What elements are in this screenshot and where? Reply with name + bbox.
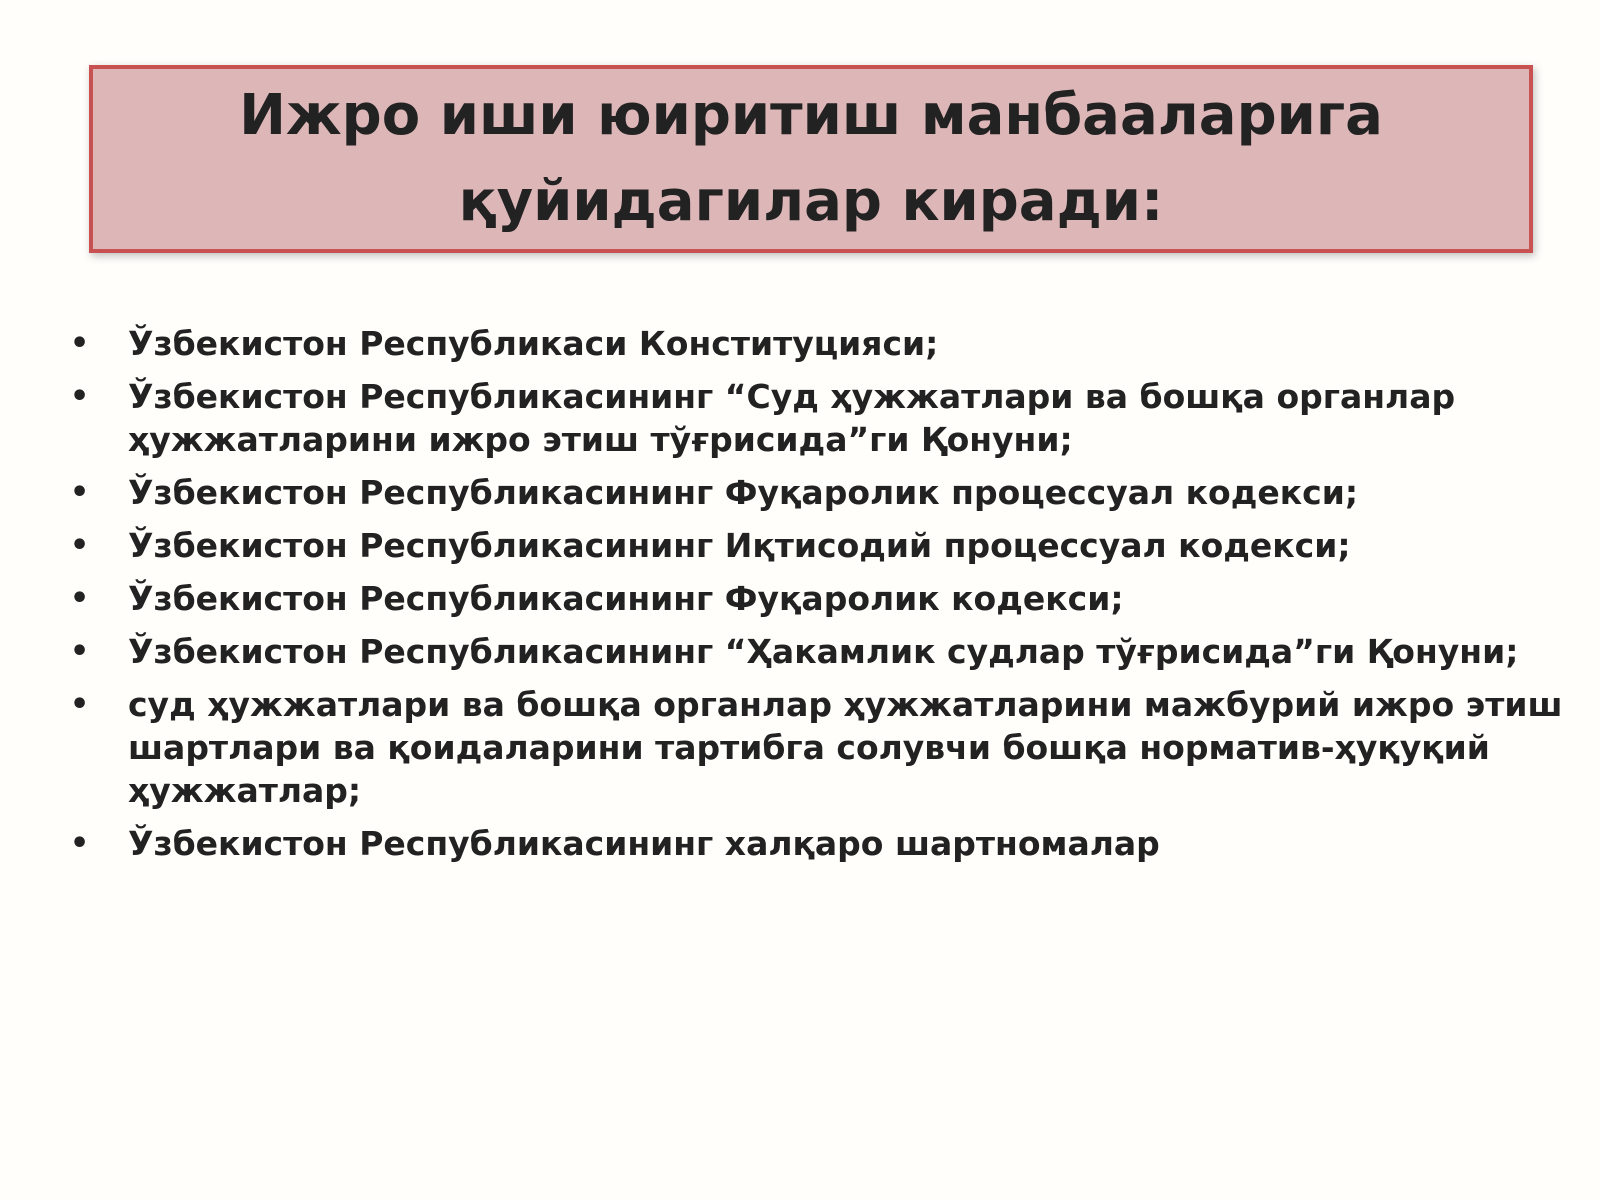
title-line-1: Ижро иши юиритиш манбааларига <box>239 83 1383 148</box>
title-box <box>89 65 1533 253</box>
slide-title <box>239 73 1383 245</box>
list-item-other-normative-acts <box>60 683 1580 812</box>
list-item-economic-procedure-code <box>60 524 1580 567</box>
list-item-text: Ўзбекистон Республикасининг Иқтисодий процессуал кодекси; <box>128 526 1351 565</box>
list-item-text: Ўзбекистон Республикаси Конституцияси; <box>128 324 939 363</box>
sources-list <box>60 322 1580 875</box>
list-item-arbitration-law <box>60 630 1580 673</box>
list-item-text: Ўзбекистон Республикасининг “Ҳакамлик судлар тўғрисида”ги Қонуни; <box>128 632 1519 671</box>
list-item-text: суд ҳужжатлари ва бошқа органлар ҳужжатларини мажбурий ижро этиш шартлари ва қоидаларини тартибга солувчи бошқа норматив-ҳуқуқий ҳужжатлар; <box>128 685 1563 810</box>
bullet-icon: • <box>70 326 90 361</box>
bullet-icon: • <box>70 475 90 510</box>
list-item-civil-code <box>60 577 1580 620</box>
list-item-text: Ўзбекистон Республикасининг Фуқаролик процессуал кодекси; <box>128 473 1359 512</box>
bullet-icon: • <box>70 379 90 414</box>
bullet-icon: • <box>70 687 90 722</box>
list-item-text: Ўзбекистон Республикасининг Фуқаролик кодекси; <box>128 579 1124 618</box>
bullet-icon: • <box>70 826 90 861</box>
bullet-icon: • <box>70 528 90 563</box>
bullet-icon: • <box>70 634 90 669</box>
title-line-2: қуйидагилар киради: <box>458 169 1164 234</box>
list-item-international-treaties <box>60 822 1580 865</box>
bullet-icon: • <box>70 581 90 616</box>
list-item-text: Ўзбекистон Республикасининг халқаро шартномалар <box>128 824 1160 863</box>
list-item-enforcement-law <box>60 375 1580 461</box>
list-item-text: Ўзбекистон Республикасининг “Суд ҳужжатлари ва бошқа органлар ҳужжатларини ижро этиш тўғрисида”ги Қонуни; <box>128 377 1456 459</box>
list-item-constitution <box>60 322 1580 365</box>
list-item-civil-procedure-code <box>60 471 1580 514</box>
